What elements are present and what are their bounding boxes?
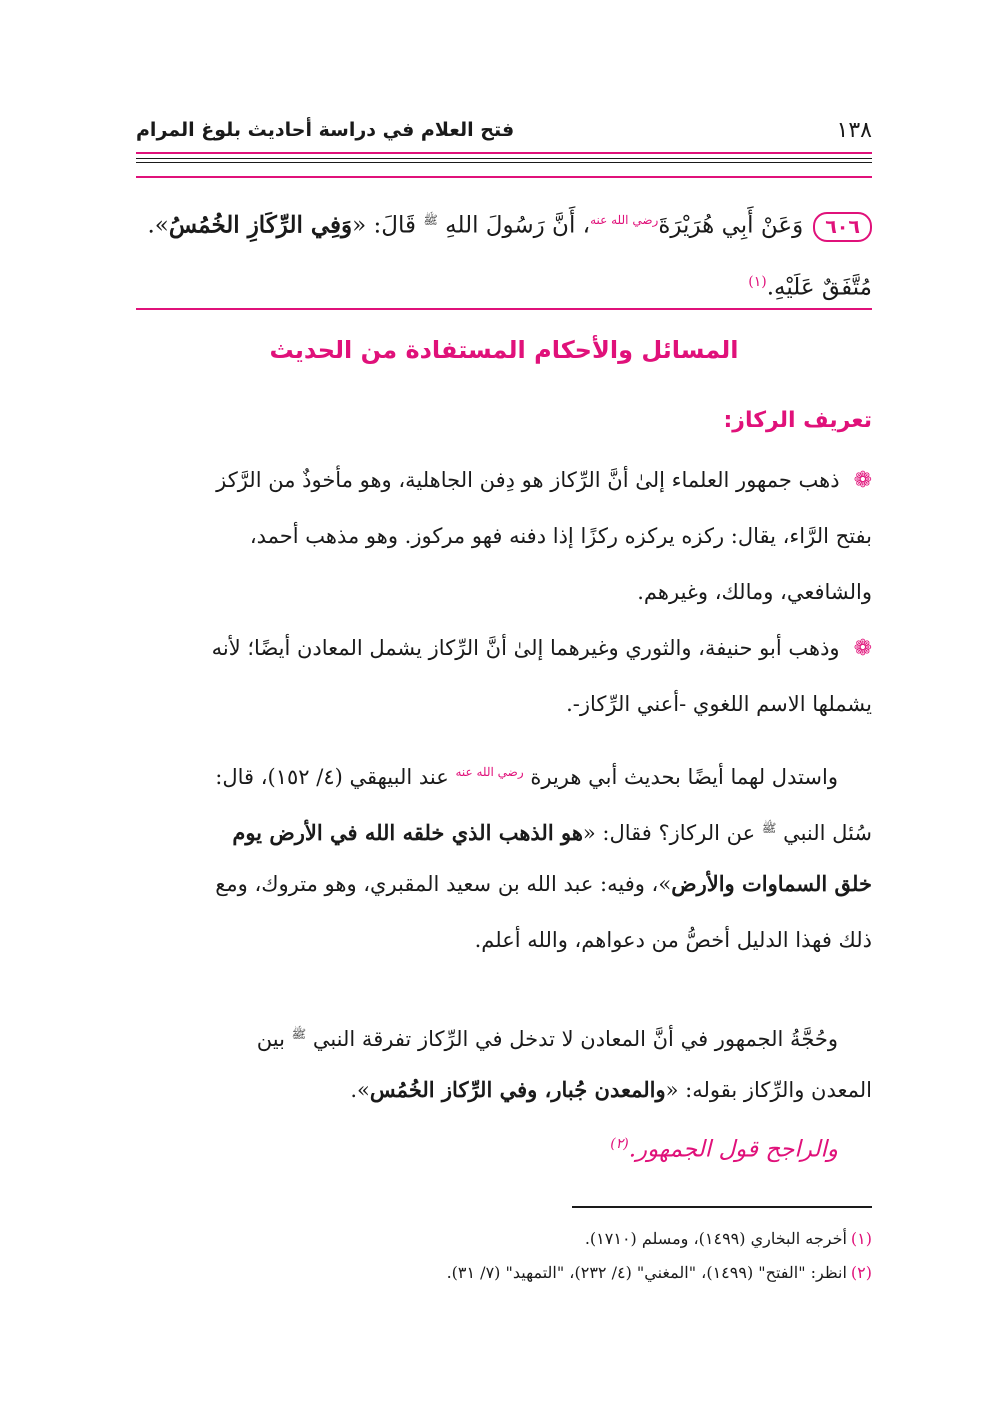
subsection-title: تعريف الركاز: bbox=[723, 408, 872, 433]
p4-line-2 bbox=[136, 1062, 872, 1118]
p3-text-2a: سُئل النبي bbox=[783, 821, 872, 845]
footnotes bbox=[136, 1222, 872, 1290]
hadith-text: وَفِي الرِّكَازِ الخُمُسُ bbox=[168, 211, 353, 239]
p3-line-2 bbox=[136, 800, 872, 856]
p3-text-1a: واستدل لهما أيضًا بحديث أبي هريرة bbox=[530, 765, 838, 789]
page-number: ١٣٨ bbox=[836, 117, 872, 143]
book-title: فتح العلام في دراسة أحاديث بلوغ المرام bbox=[136, 119, 515, 141]
conclusion-text: والراجح قول الجمهور. bbox=[628, 1136, 838, 1163]
footnote-1 bbox=[136, 1222, 872, 1256]
hadith-line-2 bbox=[136, 254, 872, 316]
section-title: المسائل والأحكام المستفادة من الحديث bbox=[269, 336, 739, 364]
paragraph-4 bbox=[136, 1006, 872, 1118]
hadith-close: ». bbox=[147, 212, 169, 239]
hadith-line-1 bbox=[136, 192, 872, 254]
p3-text-2b: عن الركاز؟ فقال: « bbox=[582, 821, 756, 845]
hadith-box bbox=[136, 192, 872, 315]
p4-text-1a: وحُجَّةُ الجمهور في أنَّ المعادن لا تدخل في الرِّكاز تفرقة النبي bbox=[312, 1027, 838, 1051]
honorific-saw: ﷺ bbox=[291, 1027, 307, 1041]
header-rule-pink bbox=[136, 152, 872, 154]
honorific-saw: ﷺ bbox=[761, 821, 777, 835]
footnote-ref-1: (١) bbox=[748, 273, 767, 290]
footnote-text: أخرجه البخاري (١٤٩٩)، ومسلم (١٧١٠). bbox=[584, 1229, 847, 1248]
footnote-text: انظر: "الفتح" (١٤٩٩)، "المغني" (٤/ ٢٣٢)، "التمهيد" (٧/ ٣١). bbox=[446, 1263, 847, 1282]
hadith-middle: ، أَنَّ رَسُولَ اللهِ bbox=[445, 212, 591, 239]
conclusion bbox=[610, 1136, 838, 1163]
hadith-box-top-rule bbox=[136, 176, 872, 178]
p3-line-1 bbox=[136, 744, 872, 800]
p3-bold-2: هو الذهب الذي خلقه الله في الأرض يوم bbox=[232, 820, 583, 845]
p2-line-2: يشملها الاسم اللغوي -أعني الرِّكاز-. bbox=[566, 692, 872, 716]
p2-text-1: وذهب أبو حنيفة، والثوري وغيرهما إلىٰ أنَّ الرِّكاز يشمل المعادن أيضًا؛ لأنه bbox=[211, 636, 840, 660]
footnote-number: (٢) bbox=[850, 1263, 872, 1282]
p3-line-3 bbox=[136, 856, 872, 912]
p1-line-2: بفتح الرَّاء، يقال: ركزه يركزه ركزًا إذا دفنه فهو مركوز. وهو مذهب أحمد، bbox=[249, 524, 872, 548]
running-head bbox=[136, 112, 872, 148]
hadith-source: مُتَّفَقٌ عَلَيْهِ. bbox=[766, 274, 872, 301]
p3-line-4: ذلك فهذا الدليل أخصُّ من دعواهم، والله أعلم. bbox=[474, 928, 872, 952]
p4-text-1b: بين bbox=[256, 1027, 285, 1051]
p4-close-2: ». bbox=[350, 1078, 370, 1102]
p3-text-3: »، وفيه: عبد الله بن سعيد المقبري، وهو متروك، ومع bbox=[215, 872, 672, 896]
p4-text-2a: المعدن والرِّكاز بقوله: « bbox=[665, 1078, 872, 1102]
footnote-separator bbox=[572, 1206, 872, 1208]
p1-line-1 bbox=[136, 452, 872, 508]
flower-bullet-icon: ❁ bbox=[853, 468, 872, 493]
header-rule-black-2 bbox=[136, 162, 872, 163]
flower-bullet-icon: ❁ bbox=[853, 636, 872, 661]
footnote-2 bbox=[136, 1256, 872, 1290]
footnote-ref-2: (٢) bbox=[610, 1136, 629, 1152]
p3-text-1b: عند البيهقي (٤/ ١٥٢)، قال: bbox=[215, 765, 449, 789]
honorific-ra: رضي الله عنه bbox=[590, 213, 659, 227]
paragraph-2 bbox=[136, 620, 872, 732]
footnote-number: (١) bbox=[850, 1229, 872, 1248]
header-rule-black bbox=[136, 158, 872, 159]
p1-line-3: والشافعي، ومالك، وغيرهم. bbox=[637, 580, 872, 604]
paragraph-1 bbox=[136, 452, 872, 620]
p1-text-1: ذهب جمهور العلماء إلىٰ أنَّ الرِّكاز هو دِفن الجاهلية، وهو مأخوذٌ من الرَّكز bbox=[216, 468, 840, 492]
p4-line-1 bbox=[136, 1006, 872, 1062]
paragraph-3 bbox=[136, 744, 872, 968]
p2-line-1 bbox=[136, 620, 872, 676]
p4-bold-2: والمعدن جُبار، وفي الرِّكاز الخُمُس bbox=[369, 1077, 666, 1102]
p3-bold-3: خلق السماوات والأرض bbox=[671, 871, 872, 896]
hadith-qala: قَالَ: « bbox=[352, 212, 416, 239]
hadith-intro: وَعَنْ أَبِي هُرَيْرَةَ bbox=[658, 212, 804, 239]
honorific-ra: رضي الله عنه bbox=[455, 765, 524, 779]
hadith-number-badge: ٦٠٦ bbox=[813, 212, 872, 242]
hadith-box-bottom-rule bbox=[136, 308, 872, 310]
honorific-saw: ﷺ bbox=[423, 213, 438, 227]
